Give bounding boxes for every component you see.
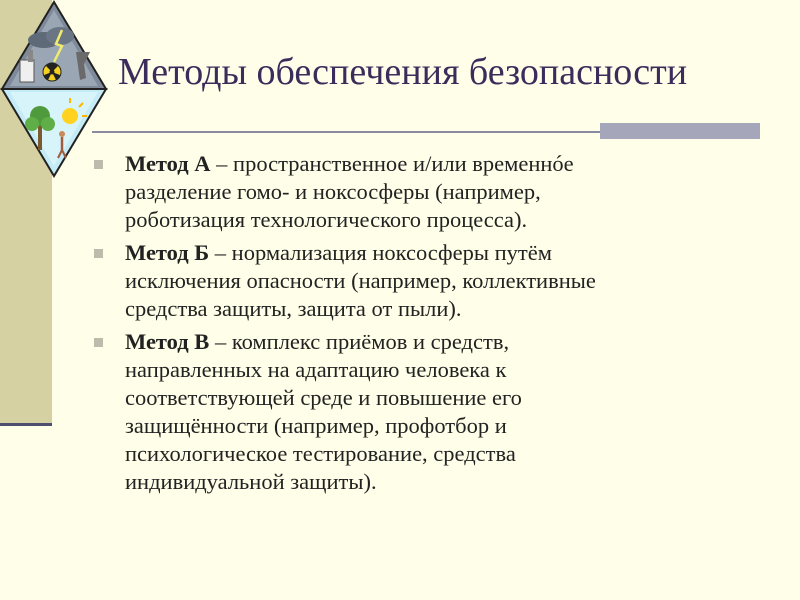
method-c-name: Метод В <box>125 329 210 354</box>
method-a-item <box>94 150 794 234</box>
methods-list <box>94 150 794 501</box>
method-b-text-line-3: средства защиты, защита от пыли). <box>125 296 462 321</box>
method-b-text-line-1: – нормализация ноксосферы путём <box>209 240 552 265</box>
method-c-text-line-2: направленных на адаптацию человека к <box>125 357 507 382</box>
method-a-text-line-1: – пространственное и/или временнóе <box>210 151 574 176</box>
safety-emblem-icon <box>0 0 108 178</box>
method-b-item <box>94 239 794 323</box>
bullet-square-icon <box>94 160 103 169</box>
method-b-text-line-2: исключения опасности (например, коллективные <box>125 268 596 293</box>
title-rule-accent <box>600 123 760 139</box>
method-c-item <box>94 328 794 496</box>
method-c-text-line-4: защищённости (например, профотбор и <box>125 413 507 438</box>
method-a-name: Метод А <box>125 151 211 176</box>
method-c-text-line-5: психологическое тестирование, средства <box>125 441 516 466</box>
method-a-text-line-3: роботизация технологического процесса). <box>125 207 528 232</box>
method-a-text-line-2: разделение гомо- и ноксосферы (например, <box>125 179 541 204</box>
bullet-square-icon <box>94 249 103 258</box>
method-c-text-line-3: соответствующей среде и повышение его <box>125 385 522 410</box>
method-b-name: Метод Б <box>125 240 210 265</box>
side-decoration-line <box>0 423 52 426</box>
slide-title: Методы обеспечения безопасности <box>118 51 688 93</box>
method-c-text-line-1: – комплекс приёмов и средств, <box>209 329 510 354</box>
method-c-text-line-6: индивидуальной защиты). <box>125 469 377 494</box>
bullet-square-icon <box>94 338 103 347</box>
